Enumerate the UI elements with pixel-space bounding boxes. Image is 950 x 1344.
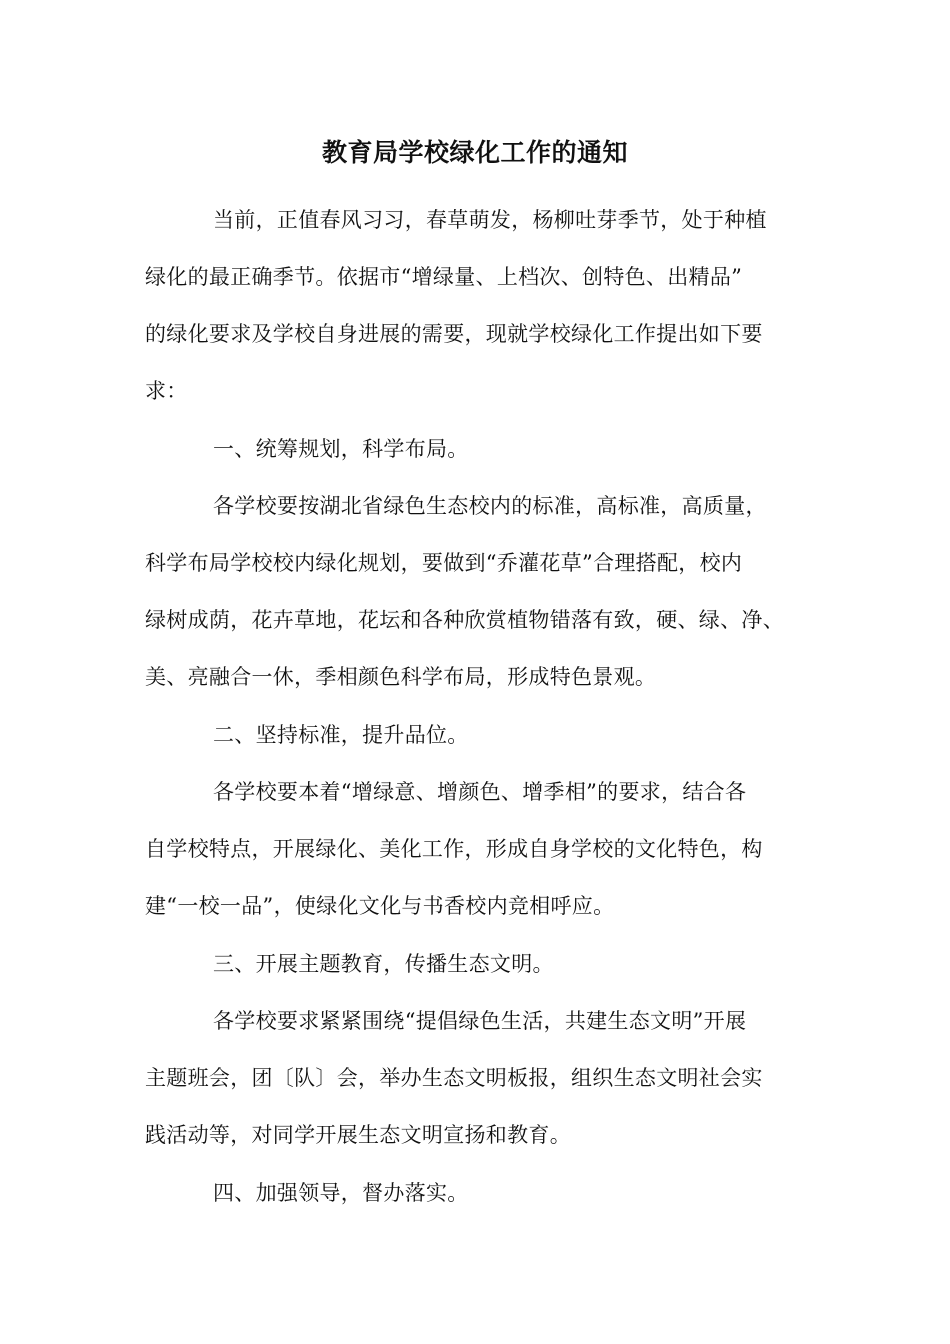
- paragraph-line: 绿化的最正确季节。依据市“增绿量、上档次、创特色、出精品”: [145, 265, 743, 289]
- section-heading: 一、统筹规划，科学布局。: [213, 437, 469, 461]
- paragraph-line: 建“一校一品”，使绿化文化与书香校内竞相呼应。: [145, 894, 615, 918]
- paragraph-line: 各学校要按湖北省绿色生态校内的标准，高标准，高质量，: [213, 494, 767, 518]
- paragraph-line: 各学校要求紧紧围绕“提倡绿色生活，共建生态文明”开展: [213, 1009, 747, 1033]
- paragraph-line: 绿树成荫，花卉草地，花坛和各种欣赏植物错落有致，硬、绿、净、: [145, 608, 784, 632]
- section-heading: 三、开展主题教育，传播生态文明。: [213, 952, 554, 976]
- document-title: 教育局学校绿化工作的通知: [321, 138, 628, 167]
- paragraph-line: 践活动等，对同学开展生态文明宣扬和教育。: [145, 1123, 571, 1147]
- section-heading: 二、坚持标准，提升品位。: [213, 723, 469, 747]
- paragraph-line: 当前，正值春风习习，春草萌发，杨柳吐芽季节，处于种植: [213, 208, 767, 232]
- paragraph-line: 美、亮融合一休，季相颜色科学布局，形成特色景观。: [145, 665, 657, 689]
- paragraph-line: 科学布局学校校内绿化规划，要做到“乔灌花草”合理搭配，校内: [145, 551, 743, 575]
- section-heading: 四、加强领导，督办落实。: [213, 1181, 469, 1205]
- paragraph-line: 求：: [145, 379, 188, 403]
- paragraph-line: 的绿化要求及学校自身进展的需要，现就学校绿化工作提出如下要: [145, 322, 763, 346]
- paragraph-line: 各学校要本着“增绿意、增颜色、增季相”的要求，结合各: [213, 780, 747, 804]
- paragraph-line: 主题班会，团〔队〕会，举办生态文明板报，组织生态文明社会实: [145, 1066, 763, 1090]
- paragraph-line: 自学校特点，开展绿化、美化工作，形成自身学校的文化特色，构: [145, 837, 763, 861]
